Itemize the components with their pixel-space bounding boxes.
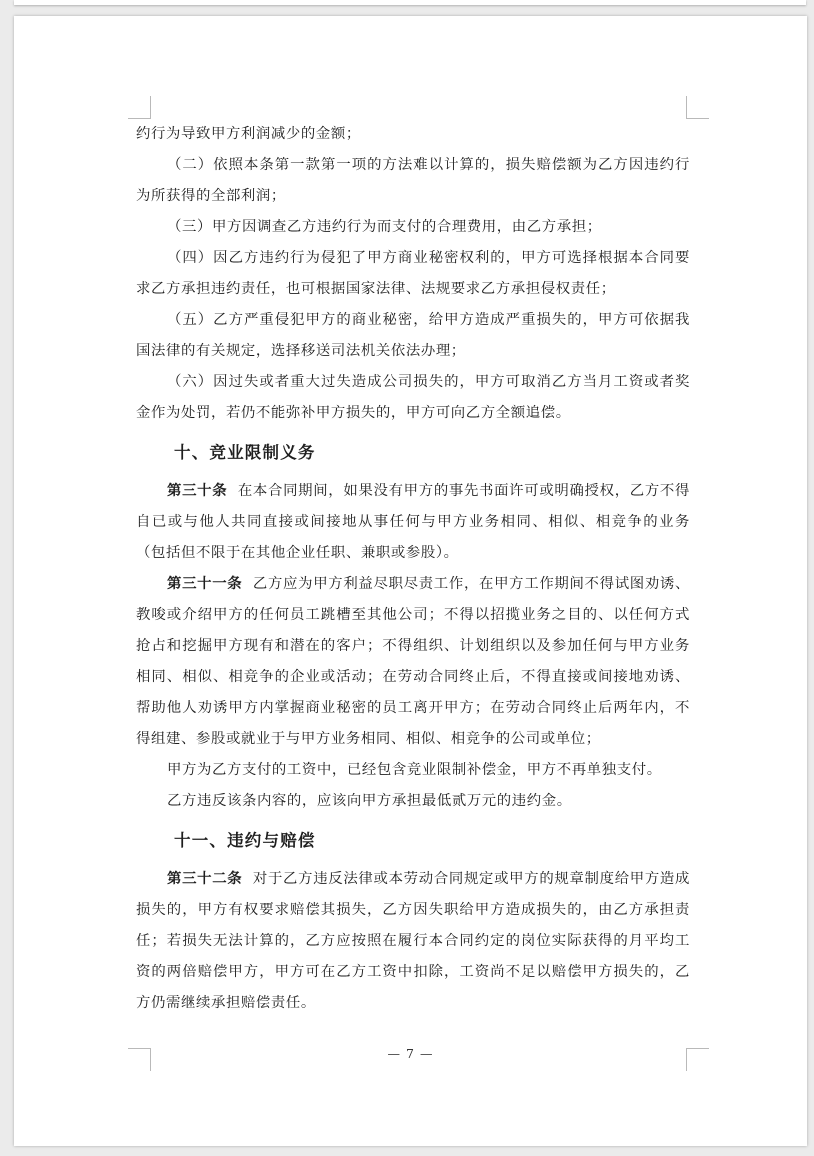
clause-32-text: 对于乙方违反法律或本劳动合同规定或甲方的规章制度给甲方造成损失的，甲方有权要求赔偿其损失，乙方因失职给甲方造成损失的，由乙方承担责任；若损失无法计算的，乙方应按照在履行本合同约定的岗位实际获得的月平均工资的两倍赔偿甲方，甲方可在乙方工资中扣除，工资尚不足以赔偿甲方损失的，乙方仍需继续承担赔偿责任。 [136, 871, 690, 1011]
paragraph-item-3: （三）甲方因调查乙方违约行为而支付的合理费用，由乙方承担； [167, 219, 602, 235]
clause-30 [136, 476, 690, 569]
document-page[interactable] [14, 16, 807, 1146]
clause-30-text: 在本合同期间，如果没有甲方的事先书面许可或明确授权，乙方不得自已或与他人共同直接或间接地从事任何与甲方业务相同、相似、相竞争的业务（包括但不限于在其他企业任职、兼职或参股）。 [136, 483, 690, 561]
paragraph-item-5: （五）乙方严重侵犯甲方的商业秘密，给甲方造成严重损失的，甲方可依据我国法律的有关规定，选择移送司法机关依法办理； [136, 312, 690, 359]
clause-32-label: 第三十二条 [167, 871, 243, 887]
paragraph-item-6: （六）因过失或者重大过失造成公司损失的，甲方可取消乙方当月工资或者奖金作为处罚，若仍不能弥补甲方损失的，甲方可向乙方全额追偿。 [136, 374, 690, 421]
paragraph-compensation-note: 甲方为乙方支付的工资中，已经包含竞业限制补偿金，甲方不再单独支付。 [167, 762, 662, 778]
clause-31 [136, 569, 690, 755]
clause-32 [136, 864, 690, 1019]
previous-page-edge [14, 0, 806, 5]
crop-mark-top-right [686, 96, 709, 119]
clause-31-label: 第三十一条 [167, 576, 243, 592]
crop-mark-top-left [128, 96, 151, 119]
paragraph-item-2: （二）依照本条第一款第一项的方法难以计算的，损失赔偿额为乙方因违约行为所获得的全部利润； [136, 157, 690, 204]
clause-31-text: 乙方应为甲方利益尽职尽责工作，在甲方工作期间不得试图劝诱、教唆或介绍甲方的任何员工跳槽至其他公司；不得以招揽业务之目的、以任何方式抢占和挖掘甲方现有和潜在的客户；不得组织、计划组织以及参加任何与甲方业务相同、相似、相竞争的企业或活动；在劳动合同终止后，不得直接或间接地劝诱、帮助他人劝诱甲方内掌握商业秘密的员工离开甲方；在劳动合同终止后两年内，不得组建、参股或就业于与甲方业务相同、相似、相竞争的公司或单位； [136, 576, 690, 747]
paragraph-penalty-note: 乙方违反该条内容的，应该向甲方承担最低贰万元的违约金。 [167, 793, 572, 809]
page-body[interactable] [136, 119, 690, 1019]
paragraph-continuation: 约行为导致甲方利润减少的金额； [136, 126, 361, 142]
paragraph-item-4: （四）因乙方违约行为侵犯了甲方商业秘密权利的，甲方可选择根据本合同要求乙方承担违约责任，也可根据国家法律、法规要求乙方承担侵权责任； [136, 250, 690, 297]
section-heading-breach-compensation: 十一、违约与赔偿 [174, 831, 316, 850]
clause-30-label: 第三十条 [167, 483, 228, 499]
page-number: — 7 — [387, 1046, 434, 1061]
section-heading-non-compete: 十、竞业限制义务 [174, 443, 316, 462]
